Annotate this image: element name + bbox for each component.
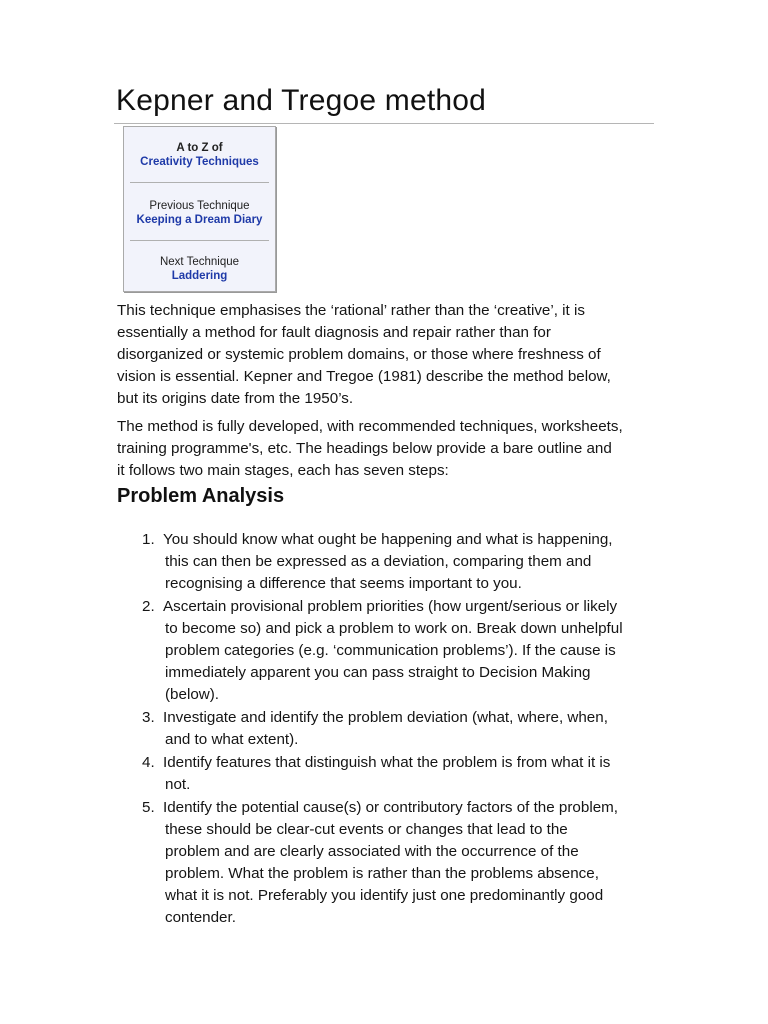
list-item-text (165, 596, 623, 706)
list-item (142, 707, 608, 751)
text-line: The method is fully developed, with recommended techniques, worksheets, (117, 418, 623, 435)
previous-technique-link[interactable]: Keeping a Dream Diary (136, 214, 263, 226)
text-line: problem categories (e.g. ‘communication problems’). If the cause is (165, 642, 616, 659)
section-heading: Problem Analysis (117, 485, 285, 507)
nav-divider (130, 182, 269, 183)
text-line: problem. What the problem is rather than the problems absence, (165, 865, 599, 882)
next-label: Next Technique (159, 256, 240, 268)
text-line: essentially a method for fault diagnosis and repair rather than for (117, 324, 551, 341)
text-line: training programme's, etc. The headings below provide a bare outline and (117, 440, 612, 457)
text-line: Investigate and identify the problem deviation (what, where, when, (163, 709, 608, 726)
list-item (142, 596, 623, 706)
text-line: but its origins date from the 1950’s. (117, 390, 354, 407)
text-line: it follows two main stages, each has seven steps: (117, 462, 449, 479)
list-number: 4. (142, 754, 155, 771)
list-item-text (165, 752, 610, 796)
text-line: not. (165, 776, 191, 793)
list-number: 1. (142, 531, 155, 548)
creativity-techniques-link[interactable]: Creativity Techniques (140, 156, 259, 168)
text-line: vision is essential. Kepner and Tregoe (1981) describe the method below, (117, 368, 611, 385)
text-line: disorganized or systemic problem domains, or those where freshness of (117, 346, 601, 363)
page-title: Kepner and Tregoe method (116, 84, 487, 117)
text-line: This technique emphasises the ‘rational’ rather than the ‘creative’, it is (117, 302, 585, 319)
list-item (142, 752, 610, 796)
text-line: Ascertain provisional problem priorities (how urgent/serious or likely (163, 598, 618, 615)
next-section (124, 255, 275, 283)
list-item-text (165, 707, 608, 751)
nav-divider (130, 240, 269, 241)
list-item (142, 797, 618, 929)
text-line: what it is not. Preferably you identify just one predominantly good (165, 887, 604, 904)
text-line: immediately apparent you can pass straight to Decision Making (165, 664, 591, 681)
list-number: 2. (142, 598, 155, 615)
method-paragraph (117, 416, 623, 482)
text-line: You should know what ought be happening and what is happening, (163, 531, 613, 548)
az-section (124, 141, 275, 169)
list-item (142, 529, 613, 595)
text-line: (below). (165, 686, 220, 703)
previous-section (124, 199, 275, 227)
text-line: to become so) and pick a problem to work on. Break down unhelpful (165, 620, 623, 637)
text-line: these should be clear-cut events or changes that lead to the (165, 821, 568, 838)
technique-nav-box (123, 126, 276, 292)
list-number: 5. (142, 799, 155, 816)
az-label: A to Z of (176, 142, 223, 154)
next-technique-link[interactable]: Laddering (171, 270, 228, 282)
text-line: and to what extent). (165, 731, 299, 748)
text-line: contender. (165, 909, 236, 926)
previous-label: Previous Technique (149, 200, 250, 212)
intro-paragraph (117, 300, 611, 410)
text-line: problem and are clearly associated with the occurrence of the (165, 843, 579, 860)
text-line: Identify the potential cause(s) or contributory factors of the problem, (163, 799, 619, 816)
text-line: Identify features that distinguish what the problem is from what it is (163, 754, 611, 771)
title-divider (114, 123, 654, 124)
text-line: this can then be expressed as a deviation, comparing them and (165, 553, 592, 570)
list-item-text (165, 529, 613, 595)
list-number: 3. (142, 709, 155, 726)
list-item-text (165, 797, 618, 929)
text-line: recognising a difference that seems important to you. (165, 575, 522, 592)
